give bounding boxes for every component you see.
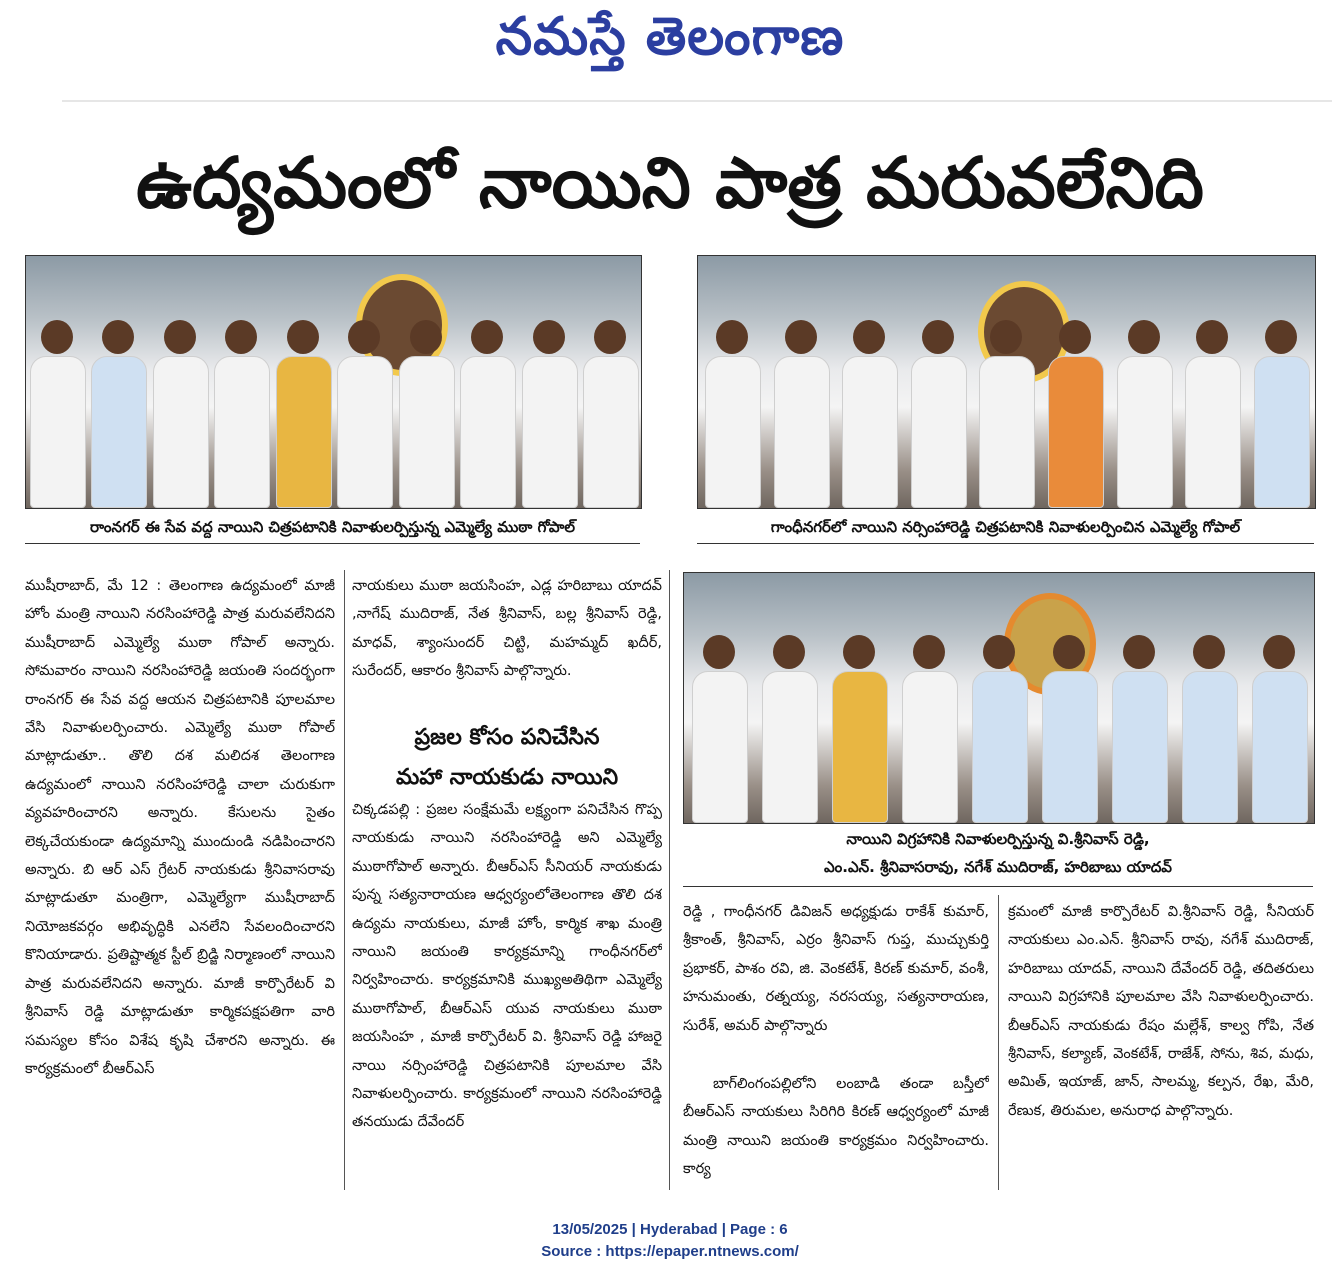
masthead-divider — [62, 100, 1332, 102]
newspaper-masthead: నమస్తే తెలంగాణ — [495, 6, 845, 67]
article-paragraph: ముషీరాబాద్, మే 12 : తెలంగాణ ఉద్యమంలో మాజీ హోం మంత్రి నాయిని నరసింహారెడ్డి పాత్ర మరువలేనిదని ముషీరాబాద్ ఎమ్మెల్యే ముఠా గోపాల్ అన్నారు. సోమవారం నాయిని నరసింహారెడ్డి జయంతి సందర్భంగా రాంనగర్ ఈ సేవ వద్ద ఆయన చిత్రపటానికి పూలమాల వేసి నివాళులర్పించారు. ఎమ్మెల్యే ముఠా గోపాల్ మాట్లాడుతూ.. తొలి దశ మలిదశ తెలంగాణ ఉద్యమంలో నాయిని నరసింహారెడ్డి చాలా చురుకుగా వ్యవహరించారని అన్నారు. కేసులను సైతం లెక్కచేయకుండా ఉద్యమాన్ని ముందుండి నడిపించారని అన్నారు. బి ఆర్ ఎస్ గ్రేటర్ నాయకుడు శ్రీనివాసరావు మాట్లాడుతూ మంత్రిగా, ఎమ్మెల్యేగా ముషీరాబాద్ నియోజకవర్గం అభివృద్ధికి ఎనలేని సేవలందించారని కొనియాడారు. ప్రతిష్టాత్మక స్టీల్ బ్రిడ్జి నిర్మాణంలో నాయిని పాత్ర మరువలేనిదని అన్నారు. మాజీ కార్పొరేటర్ వి శ్రీనివాస్ రెడ్డి మాట్లాడుతూ కార్మికపక్షపతిగా వారి సమస్యల కోసం విశేష కృషి చేశారని అన్నారు. ఈ కార్యక్రమంలో బీఆర్ఎస్ — [25, 578, 335, 1077]
person-figure — [1259, 320, 1303, 508]
person-figure — [281, 320, 325, 508]
person-figure — [588, 320, 632, 508]
person-figure — [35, 320, 79, 508]
column-rule — [344, 570, 345, 1190]
person-figure — [977, 635, 1021, 823]
photo-caption-statue-2: ఎం.ఎన్. శ్రీనివాసరావు, నగేశ్ ముదిరాజ్, హరిబాబు యాదవ్ — [824, 858, 1172, 876]
photo-statue-tribute — [683, 572, 1315, 824]
subheading-line-2: మహా నాయకుడు నాయిని — [395, 765, 619, 790]
article-column-2a — [352, 572, 662, 714]
article-column-3a — [683, 898, 989, 1068]
person-figure — [465, 320, 509, 508]
article-paragraph: బాగ్‌లింగంపల్లిలోని లంబాడి తండా బస్తీలో బీఆర్ఎస్ నాయకులు సిరిగిరి కిరణ్ ఆధ్వర్యంలో మాజీ మంత్రి నాయిని జయంతి కార్యక్రమం నిర్వహించారు. కార్య — [683, 1076, 989, 1178]
article-paragraph: చిక్కడపల్లి : ప్రజల సంక్షేమమే లక్ష్యంగా పనిచేసిన గొప్ప నాయకుడు నాయిని నరసింహారెడ్డి అని ఎమ్మెల్యే ముఠాగోపాల్ అన్నారు. బీఆర్ఎస్ సీనియర్ నాయకుడు పున్న సత్యనారాయణ ఆధ్వర్యంలోతెలంగాణ తొలి దశ ఉద్యమ నాయకులు, మాజీ హోం, కార్మిక శాఖ మంత్రి నాయిని జయంతి కార్యక్రమాన్ని గాంధీనగర్‌లో నిర్వహించారు. కార్యక్రమానికి ముఖ్యఅతిథిగా ఎమ్మెల్యే ముఠాగోపాల్, బీఆర్ఎస్ యువ నాయకులు ముఠా జయసింహ , మాజీ కార్పొరేటర్ వి. శ్రీనివాస్ రెడ్డి హాజరై నాయి నర్సింహారెడ్డి చిత్రపటానికి పూలమాల వేసి నివాళులర్పించారు. కార్యక్రమంలో నాయిని నరసింహారెడ్డి తనయుడు దేవేందర్ — [352, 802, 662, 1131]
person-figure — [1187, 635, 1231, 823]
article-paragraph: నాయకులు ముఠా జయసింహ, ఎడ్ల హరిబాబు యాదవ్ ,నాగేష్ ముదిరాజ్, నేత శ్రీనివాస్, బల్ల శ్రీనివాస్ రెడ్డి, మాధవ్, శ్యాంసుందర్ చిట్టి, మహమ్మద్ ఖదీర్, సురేందర్, ఆకారం శ్రీనివాస్ పాల్గొన్నారు. — [352, 578, 662, 680]
article-column-3b — [683, 1070, 989, 1192]
person-figure — [1122, 320, 1166, 508]
article-column-4 — [1008, 898, 1314, 1192]
photo-caption-statue-1: నాయిని విగ్రహానికి నివాళులర్పిస్తున్న వి.శ్రీనివాస్ రెడ్డి, — [846, 830, 1150, 848]
caption-rule — [683, 886, 1313, 887]
person-figure — [96, 320, 140, 508]
article-paragraph: క్రమంలో మాజీ కార్పొరేటర్ వి.శ్రీనివాస్ రెడ్డి, సీనియర్ నాయకులు ఎం.ఎన్. శ్రీనివాస్ రావు, నగేశ్ ముదిరాజ్, హరిబాబు యాదవ్, నాయిని దేవేందర్ రెడ్డి, తదితరులు నాయిని విగ్రహానికి పూలమాల వేసి నివాళులర్పించారు. బీఆర్ఎస్ నాయకుడు రేషం మల్లేశ్, కాల్వ గోపి, నేత శ్రీనివాస్, కల్యాణ్, వెంకటేశ్, రాజేశ్, సోను, శివ, మధు, అమిత్, ఇయాజ్, జాన్, సాలమ్మ, కల్పన, రేఖ, మేరి, రేణుక, తిరుమల, అనురాధ పాల్గొన్నారు. — [1008, 904, 1314, 1119]
person-figure — [527, 320, 571, 508]
person-figure — [767, 635, 811, 823]
subheading-line-1: ప్రజల కోసం పనిచేసిన — [414, 725, 600, 750]
person-figure — [1257, 635, 1301, 823]
photo-gandhinagar — [697, 255, 1316, 509]
caption-rule — [25, 543, 640, 544]
article-headline: ఉద్యమంలో నాయిని పాత్ర మరువలేనిది — [136, 142, 1204, 224]
person-figure — [984, 320, 1028, 508]
people-group — [684, 648, 1314, 823]
person-figure — [916, 320, 960, 508]
article-paragraph: రెడ్డి , గాంధీనగర్ డివిజన్ అధ్యక్షుడు రాకేశ్ కుమార్, శ్రీకాంత్, శ్రీనివాస్, ఎర్రం శ్రీనివాస్ గుప్త, ముచ్చుకుర్తి ప్రభాకర్, పాశం రవి, జి. వెంకటేశ్, కిరణ్ కుమార్, వంశీ, హనుమంతు, రత్నయ్య, నరసయ్య, సత్యనారాయణ, సురేశ్, అమర్ పాల్గొన్నారు — [683, 904, 989, 1034]
people-group — [26, 332, 641, 508]
person-figure — [219, 320, 263, 508]
photo-caption-right: గాంధీనగర్‌లో నాయిని నర్సింహారెడ్డి చిత్రపటానికి నివాళులర్పించిన ఎమ్మెల్యే గోపాల్ — [770, 518, 1241, 536]
person-figure — [710, 320, 754, 508]
person-figure — [1053, 320, 1097, 508]
person-figure — [847, 320, 891, 508]
caption-rule — [697, 543, 1314, 544]
person-figure — [837, 635, 881, 823]
person-figure — [1047, 635, 1091, 823]
person-figure — [697, 635, 741, 823]
person-figure — [1117, 635, 1161, 823]
person-figure — [1190, 320, 1234, 508]
person-figure — [342, 320, 386, 508]
person-figure — [907, 635, 951, 823]
photo-ramnagar — [25, 255, 642, 509]
column-rule — [669, 570, 670, 1190]
article-column-1 — [25, 572, 335, 1192]
person-figure — [404, 320, 448, 508]
person-figure — [158, 320, 202, 508]
photo-caption-left: రాంనగర్ ఈ సేవ వద్ద నాయిని చిత్రపటానికి నివాళులర్పిస్తున్న ఎమ్మెల్యే ముఠా గోపాల్ — [89, 518, 576, 536]
person-figure — [779, 320, 823, 508]
footer-date-page: 13/05/2025 | Hyderabad | Page : 6 — [552, 1221, 788, 1238]
people-group — [698, 332, 1315, 508]
column-rule — [998, 895, 999, 1190]
article-column-2b — [352, 796, 662, 1192]
footer-source: Source : https://epaper.ntnews.com/ — [541, 1243, 799, 1260]
